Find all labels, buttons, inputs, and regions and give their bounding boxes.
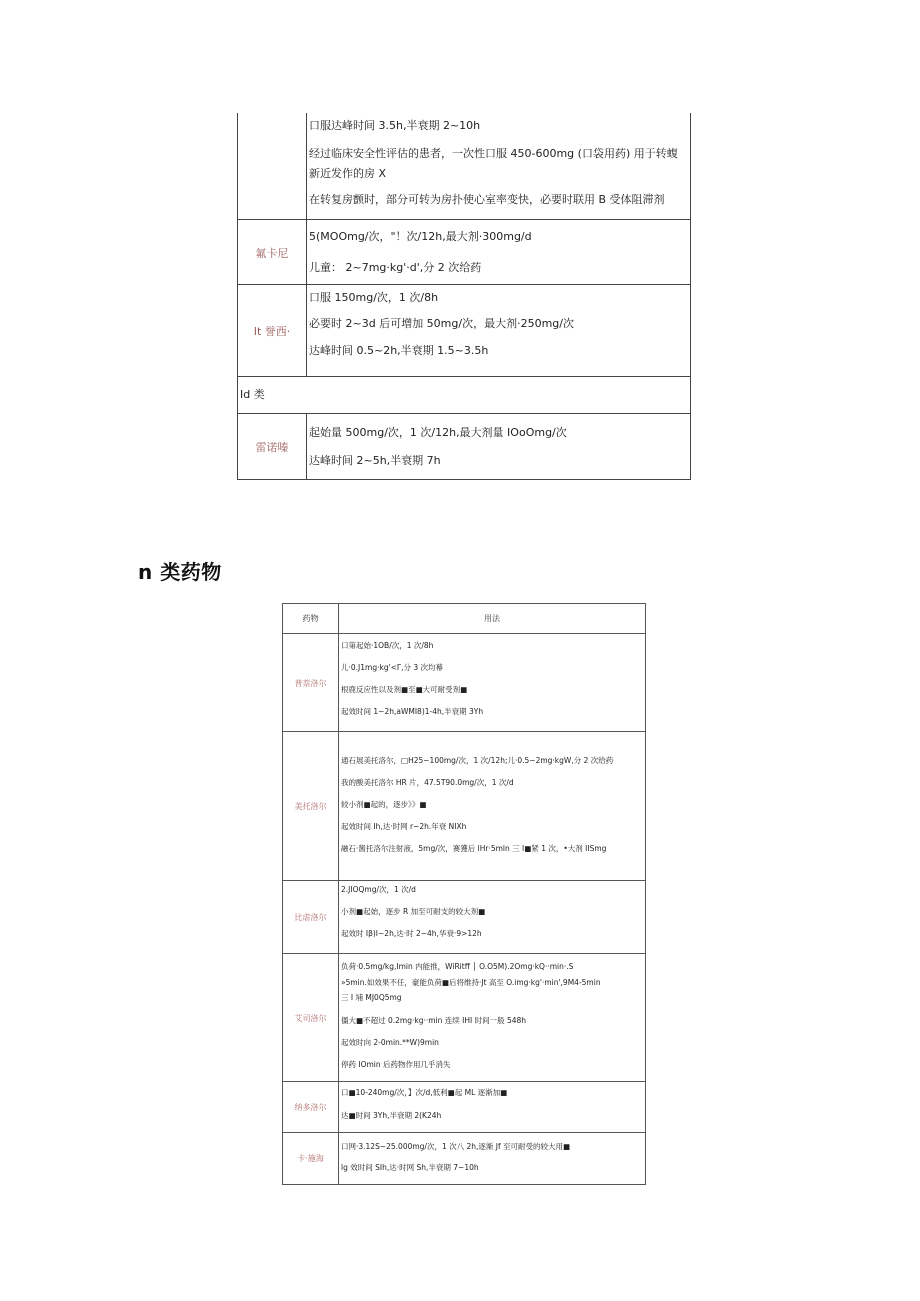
usage-line: 必要时 2~3d 后可增加 50mg/次，最大剂·250mg/次 xyxy=(309,317,574,330)
table-row xyxy=(283,1132,645,1184)
table-row xyxy=(283,880,645,954)
usage-cell xyxy=(309,113,688,219)
usage-line: 口■10-240mg/次，】次/d,低利■起 ML 逐渐加■ xyxy=(341,1088,508,1097)
usage-line: 较小剂■起的，逐步》》■ xyxy=(341,800,427,809)
usage-line: 起效时间 Ih,达·时网 r~2h.年衰 NIXh xyxy=(341,822,467,831)
drug-name-cell: It 誉西· xyxy=(238,285,307,377)
drug-name-cell: 艾司洛尔 xyxy=(283,954,339,1082)
drug-name-cell: 氟卡尼 xyxy=(238,220,307,285)
usage-line: lg 效时间 SIh,达·时网 Sh,半衰期 7~10h xyxy=(341,1163,479,1172)
usage-line: 经过临床安全性评估的患者，一次性口服 450-600mg (口袋用药) 用于转蝮 xyxy=(309,147,678,160)
usage-line: 起效时向 2-0min.**W)9min xyxy=(341,1038,439,1047)
table-row xyxy=(283,1081,645,1133)
usage-line: 儿·0.J1mg·kg'<Γ,分 3 次均幕 xyxy=(341,663,444,672)
header-drug: 药物 xyxy=(283,604,339,633)
usage-line: 口网·3.12S~25.000mg/次，1 次八 2h,逐渐 Jf 至可耐受的较大用■ xyxy=(341,1142,571,1151)
usage-line: 达峰时间 2~5h,半衰期 7h xyxy=(309,454,441,467)
usage-cell xyxy=(341,1133,643,1184)
usage-line: 儿童： 2~7mg·kg'·d',分 2 次给药 xyxy=(309,261,482,274)
usage-line: 小剂■起始，逐步 R 加至可耐支的较大剂■ xyxy=(341,907,486,916)
usage-cell xyxy=(341,634,643,732)
table-row xyxy=(238,113,690,219)
usage-line: 停药 IOmin 后药物作用几乎消失 xyxy=(341,1060,451,1069)
table-row xyxy=(238,284,690,377)
usage-line: 口服 150mg/次，1 次/8h xyxy=(309,291,439,304)
usage-line: 通石展美托洛尔，□H25~100mg/次，1 次/12h;儿·0.5~2mg·kgW,分 2 次给药 xyxy=(341,756,614,765)
usage-cell xyxy=(341,1082,643,1133)
usage-cell xyxy=(341,732,643,881)
drug-name-cell: 雷诺嗪 xyxy=(238,414,307,479)
drug-name-cell: 纳多洛尔 xyxy=(283,1082,339,1133)
usage-line: 在转复房颤时，部分可转为房扑使心室率变快，必要时联用 B 受体阻滞剂 xyxy=(309,193,665,206)
usage-line: 根鹿反应性以及剂■至■大可耐受剂■ xyxy=(341,685,468,694)
class-header-row xyxy=(238,376,690,414)
usage-line: 起效时间 1~2h,aWMI8)1-4h,半衰期 3Yh xyxy=(341,707,484,716)
usage-line: 起效时 Iβ)I~2h,达·时 2~4h,华衰·9>12h xyxy=(341,929,482,938)
header-usage: 用法 xyxy=(484,614,500,623)
usage-line: 口第起始·1OB/次，1 次/8h xyxy=(341,641,434,650)
usage-line: 融石·酱托洛尔注射液，5mg/次，赛獲后 lHr·5mln 三 I■紧 1 次，•大剂 IISmg xyxy=(341,844,607,853)
usage-cell xyxy=(341,954,643,1082)
drug-name-cell: 比虐洛尔 xyxy=(283,881,339,954)
usage-line: 口服达峰时间 3.5h,半衰期 2~10h xyxy=(309,119,481,132)
usage-line: 达峰时间 0.5~2h,半衰期 1.5~3.5h xyxy=(309,344,489,357)
table-row xyxy=(283,953,645,1082)
usage-line: 起始量 500mg/次，1 次/12h,最大剂量 IOoOmg/次 xyxy=(309,426,567,439)
usage-line: 2.JIOQmg/次，1 次/d xyxy=(341,885,416,894)
usage-line: »5min.如效果不任，豪能负荷■后将维持·Jt 高至 O.img·kg'·min',9M4-5min xyxy=(341,978,601,987)
usage-cell xyxy=(309,414,688,479)
usage-cell xyxy=(341,881,643,954)
drug-name-cell: 美托洛尔 xyxy=(283,732,339,881)
usage-line: 达■时间 3Yh,半衰期 2(K24h xyxy=(341,1111,442,1120)
drug-name-cell: 普萘洛尔 xyxy=(283,634,339,732)
antiarrhythmic-table-1 xyxy=(237,113,691,480)
usage-line: 新近发作的房 X xyxy=(309,167,387,180)
usage-line: 三 I 埔 MJ0Q5mg xyxy=(341,993,402,1002)
usage-line: 僵大■不超过 0.2mg·kg··min 连续 IHI 时间一般 548h xyxy=(341,1016,527,1025)
usage-line: 我的酸美托洛尔 HR 片，47.5T90.0mg/次，1 次/d xyxy=(341,778,514,787)
table-row xyxy=(283,633,645,732)
usage-cell xyxy=(309,285,688,377)
class-label: Id 类 xyxy=(240,388,265,401)
usage-line: 5(MOOmg/次，"！次/12h,最大剂·300mg/d xyxy=(309,230,532,243)
beta-blocker-table xyxy=(282,603,646,1185)
usage-cell xyxy=(309,220,688,285)
table-row xyxy=(238,413,690,479)
table-header-row xyxy=(283,604,645,633)
table-row xyxy=(283,731,645,881)
section-heading: n 类药物 xyxy=(138,560,222,584)
usage-line: 负荷·0.5mg/kg,Imin 内能推，WiRitff │ O.O5M).2Omg·kQ··min·.S xyxy=(341,962,574,971)
drug-name-cell xyxy=(238,113,307,219)
table-row xyxy=(238,219,690,285)
drug-name-cell: 卡·施海 xyxy=(283,1133,339,1184)
